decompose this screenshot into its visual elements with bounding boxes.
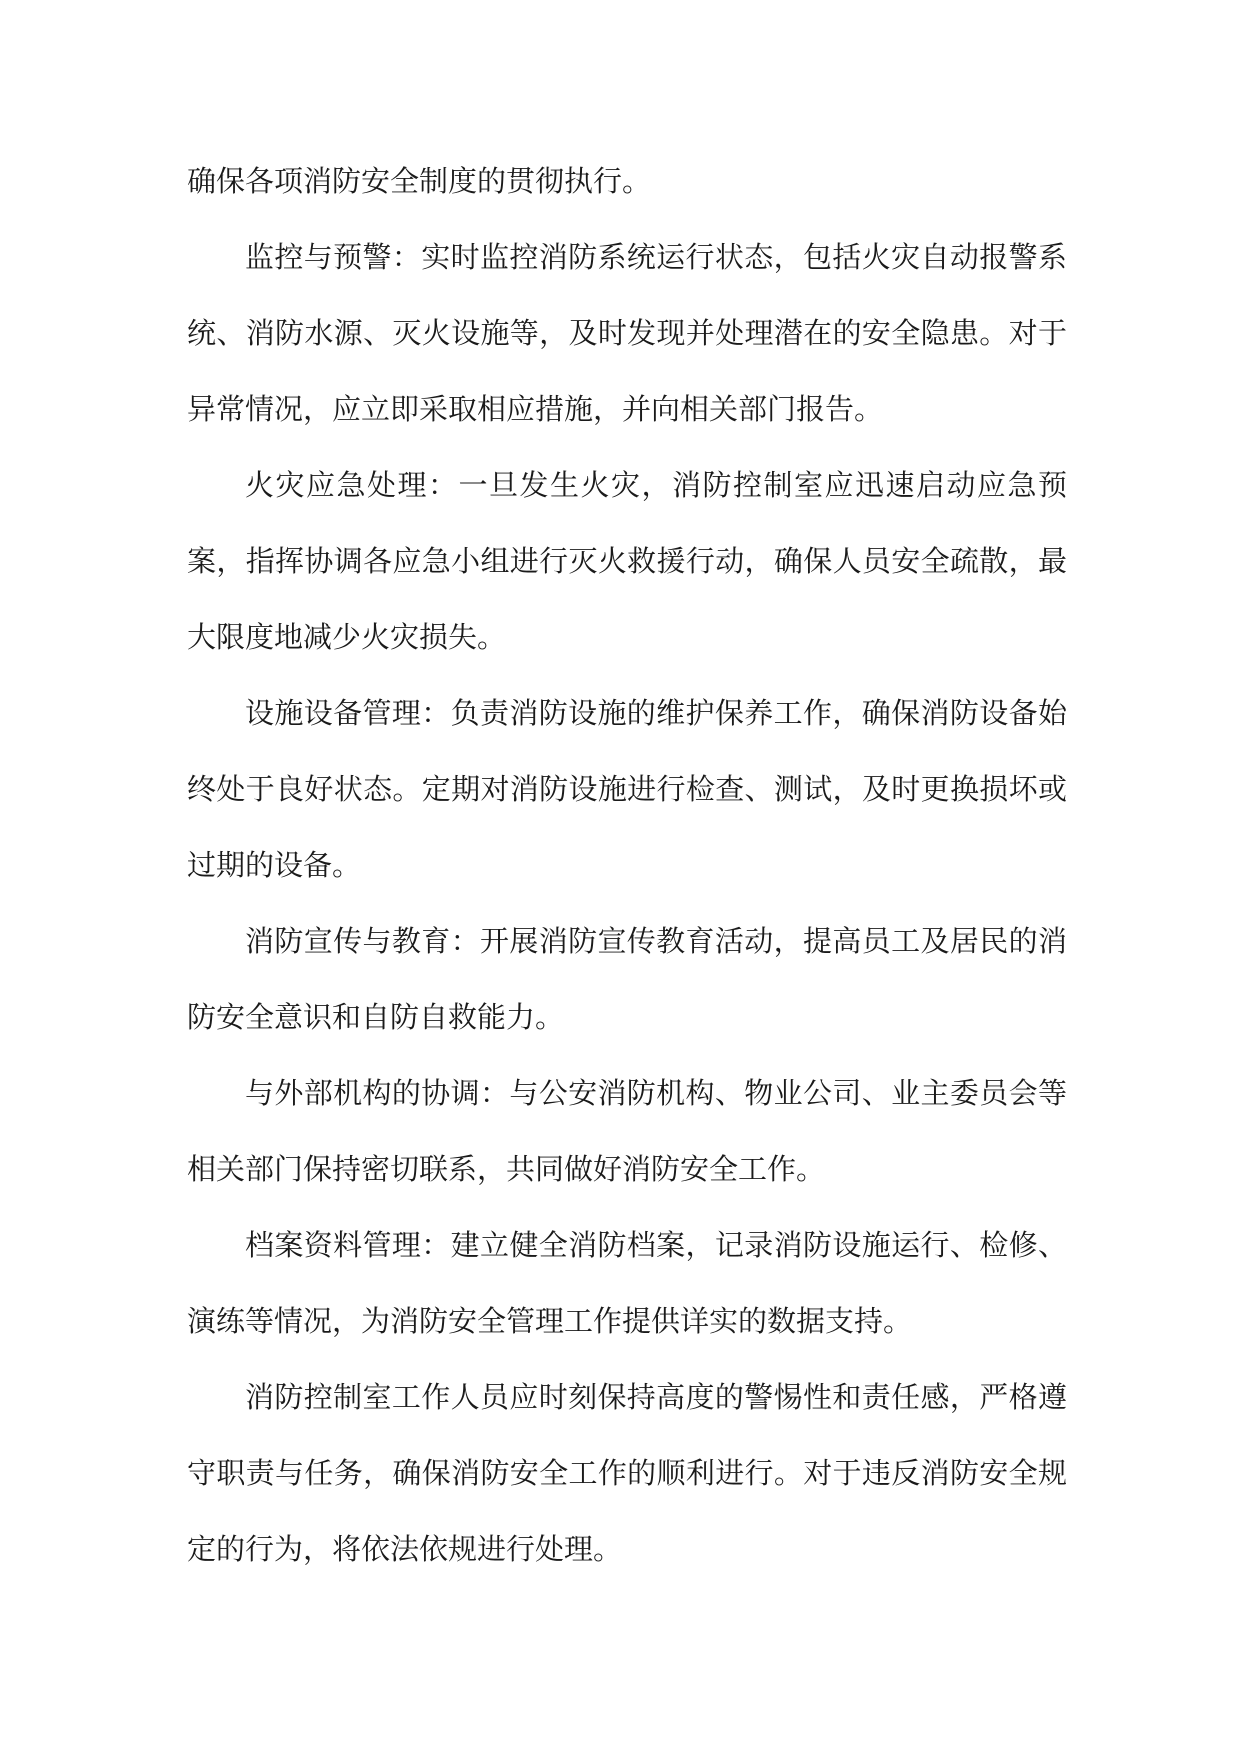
paragraph-publicity-education: 消防宣传与教育：开展消防宣传教育活动，提高员工及居民的消防安全意识和自防自救能力。 xyxy=(187,924,1067,1034)
paragraph-equipment-management: 设施设备管理：负责消防设施的维护保养工作，确保消防设备始终处于良好状态。定期对消防设施进行检查、测试，及时更换损坏或过期的设备。 xyxy=(187,696,1067,882)
document-body xyxy=(187,143,1067,1587)
paragraph-archive-management: 档案资料管理：建立健全消防档案，记录消防设施运行、检修、演练等情况，为消防安全管理工作提供详实的数据支持。 xyxy=(187,1228,1067,1338)
paragraph-continuation: 确保各项消防安全制度的贯彻执行。 xyxy=(187,164,652,198)
paragraph-staff-responsibility: 消防控制室工作人员应时刻保持高度的警惕性和责任感，严格遵守职责与任务，确保消防安全工作的顺利进行。对于违反消防安全规定的行为，将依法依规进行处理。 xyxy=(187,1380,1067,1566)
paragraph-monitoring: 监控与预警：实时监控消防系统运行状态，包括火灾自动报警系统、消防水源、灭火设施等，及时发现并处理潜在的安全隐患。对于异常情况，应立即采取相应措施，并向相关部门报告。 xyxy=(187,240,1067,426)
paragraph-fire-emergency: 火灾应急处理：一旦发生火灾，消防控制室应迅速启动应急预案，指挥协调各应急小组进行灭火救援行动，确保人员安全疏散，最大限度地减少火灾损失。 xyxy=(187,468,1067,654)
paragraph-external-coordination: 与外部机构的协调：与公安消防机构、物业公司、业主委员会等相关部门保持密切联系，共同做好消防安全工作。 xyxy=(187,1076,1067,1186)
